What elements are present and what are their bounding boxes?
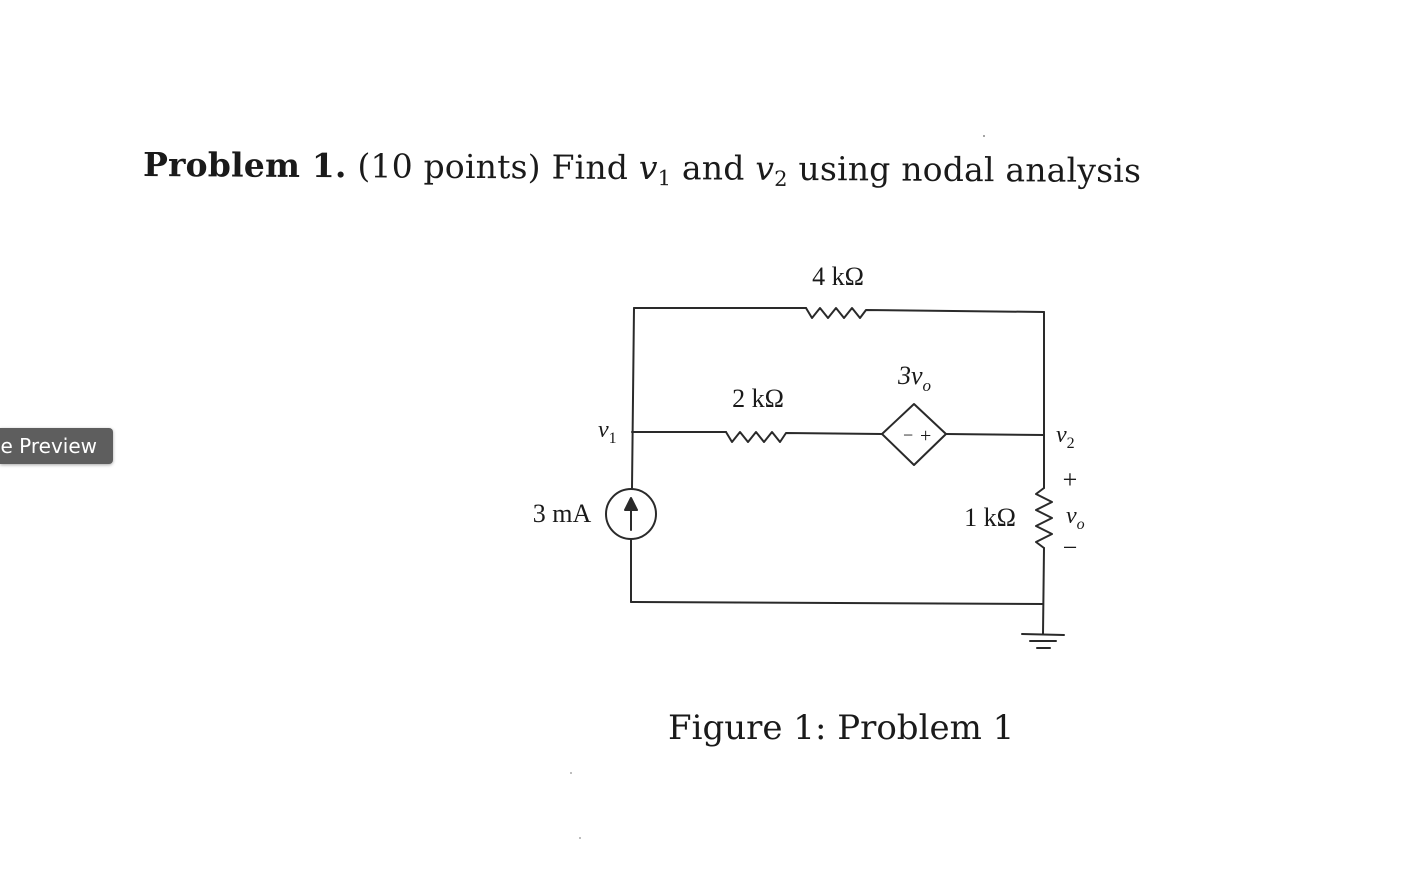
figure-caption: Figure 1: Problem 1: [668, 708, 1015, 748]
vo-plus: +: [1062, 465, 1078, 494]
ground-symbol: [1022, 634, 1064, 648]
vo-minus: −: [1062, 533, 1078, 562]
preview-tab-label: e Preview: [0, 434, 97, 458]
problem-points: (10 points): [357, 146, 541, 187]
label-1k: 1 kΩ: [964, 503, 1016, 532]
problem-text-rest: using nodal analysis: [798, 149, 1142, 191]
dependent-source-symbol: [882, 404, 946, 465]
label-4k: 4 kΩ: [812, 262, 864, 291]
variable-v2: $v_2$: [755, 148, 788, 191]
resistor-2k-symbol: [726, 432, 882, 442]
wire-bottom: [631, 602, 1043, 604]
wire-right-lower: [1043, 548, 1044, 634]
resistor-4k-symbol: [806, 308, 1044, 318]
problem-text-and: and: [681, 148, 745, 188]
variable-v1: $v_1$: [638, 148, 672, 191]
dependent-source-minus: −: [903, 425, 914, 445]
label-2k: 2 kΩ: [732, 384, 784, 413]
scan-speck: [570, 772, 572, 774]
wire-left-upper: [632, 308, 634, 488]
label-3mA: 3 mA: [532, 499, 592, 528]
scan-speck: [983, 135, 985, 137]
wire-mid-right: [946, 434, 1044, 435]
resistor-1k-symbol: [1036, 488, 1052, 548]
label-vo: $v_o$: [1066, 503, 1085, 533]
scan-speck: [579, 837, 581, 839]
dependent-source-plus: +: [920, 425, 932, 447]
label-node-v2: $v_2$: [1056, 422, 1075, 452]
problem-label: Problem 1.: [142, 145, 347, 186]
label-node-v1: $v_1$: [598, 417, 617, 447]
problem-text-find: Find: [551, 147, 629, 187]
label-dependent-source: $3v_o$: [898, 361, 932, 395]
